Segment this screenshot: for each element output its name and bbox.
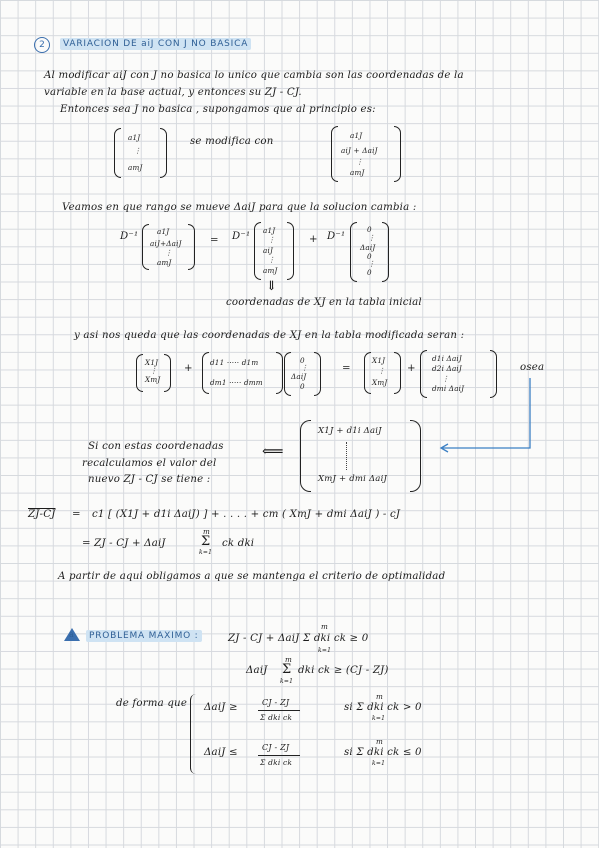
- problema-ineq-1-sumbot: k=1: [318, 647, 332, 654]
- conclusion-line: A partir de aqui obligamos a que se mantenga el criterio de optimalidad: [58, 571, 446, 582]
- vector-2-entry: aiJ + ΔaiJ: [341, 146, 378, 155]
- case-2-cond-sumtop: m: [376, 737, 384, 746]
- recalc-vec-paren: [410, 420, 421, 492]
- formula-sum-top: m: [203, 527, 211, 536]
- veamos-mid-vec-entry: a1J: [263, 226, 276, 235]
- vector-1-entry: a1J: [128, 133, 141, 142]
- asi-delta-vec-entry: 0: [300, 356, 305, 365]
- de-forma-text: de forma que: [116, 698, 188, 709]
- case-2-lhs: ΔaiJ ≤: [204, 747, 238, 758]
- case-2-den: Σ dki ck: [260, 758, 293, 767]
- section-title: VARIACION DE aiJ CON J NO BASICA: [60, 38, 251, 49]
- veamos-plus: +: [309, 234, 318, 245]
- case-1-den: Σ dki ck: [260, 713, 293, 722]
- se-modifica-text: se modifica con: [190, 136, 274, 147]
- intro-line-3: Entonces sea J no basica , supongamos que al principio es:: [60, 104, 376, 115]
- veamos-right-vec-entry: ⋮: [368, 259, 376, 268]
- veamos-mid-vec-entry: ⋮: [268, 255, 276, 264]
- problema-ineq-1: ZJ - CJ + ΔaiJ Σ dki ck ≥ 0: [228, 633, 369, 644]
- veamos-right-vec-entry: 0: [367, 252, 372, 261]
- formula-line-1: c1 [ (X1J + d1i ΔaiJ) ] + . . . . + cm ( XmJ + dmi ΔaiJ ) - cJ: [92, 509, 401, 520]
- case-2-fraction-bar: [258, 755, 300, 756]
- asi-x-vec-entry: X1J: [145, 358, 159, 367]
- case-1-lhs: ΔaiJ ≥: [204, 702, 238, 713]
- asi-plus-1: +: [184, 363, 193, 374]
- problema-ineq-2b: dki ck ≥ (CJ - ZJ): [298, 665, 389, 676]
- problema-ineq-2-sumtop: m: [285, 655, 293, 664]
- vector-2-entry: amJ: [350, 168, 365, 177]
- asi-delta-vec-entry: ΔaiJ: [291, 372, 307, 381]
- veamos-right-vec-entry: ΔaiJ: [360, 243, 376, 252]
- recalc-vec-entry: X1J + d1i ΔaiJ: [318, 426, 382, 436]
- problema-title: PROBLEMA MAXIMO :: [86, 630, 202, 641]
- vector-2-entry: ⋮: [356, 157, 364, 166]
- vector-2-entry: a1J: [350, 131, 363, 140]
- recalc-line-1: Si con estas coordenadas: [88, 441, 224, 452]
- d-inverse-1: D⁻¹: [120, 231, 139, 242]
- problema-ineq-2-sumbot: k=1: [280, 678, 294, 685]
- case-2-num: CJ - ZJ: [262, 743, 290, 752]
- asi-x-vec2-entry: X1J: [372, 356, 386, 365]
- osea-text: osea: [520, 362, 545, 373]
- case-1-cond-sumbot: k=1: [372, 715, 386, 722]
- asi-d-vec-entry: d1i ΔaiJ: [432, 354, 463, 363]
- vector-1-entry: amJ: [128, 163, 143, 172]
- veamos-left-vec-entry: a1J: [157, 227, 170, 236]
- asi-line: y asi nos queda que las coordenadas de XJ en la tabla modificada seran :: [74, 330, 465, 341]
- recalc-vec-paren: [300, 420, 311, 492]
- case-2-cond-sumbot: k=1: [372, 760, 386, 767]
- case-1-cond: si Σ dki ck > 0: [344, 702, 422, 713]
- asi-x-vec2-entry: XmJ: [372, 378, 388, 387]
- formula-lhs: ZJ-CJ: [28, 509, 56, 520]
- asi-delta-vec-entry: ⋮: [301, 363, 309, 372]
- asi-x-vec2-entry: ⋮: [378, 366, 386, 375]
- left-double-arrow: ⟸: [262, 442, 284, 460]
- d-inverse-3: D⁻¹: [327, 231, 346, 242]
- asi-d-vec-entry: dmi ΔaiJ: [432, 384, 465, 393]
- veamos-left-vec-entry: aiJ+ΔaiJ: [150, 239, 182, 248]
- coords-initial-text: coordenadas de XJ en la tabla inicial: [226, 297, 422, 308]
- case-1-fraction-bar: [258, 710, 300, 711]
- veamos-right-vec-entry: ⋮: [368, 233, 376, 242]
- formula-line-2a: = ZJ - CJ + ΔaiJ: [82, 538, 166, 549]
- veamos-right-vec-entry: 0: [367, 268, 372, 277]
- veamos-equals: =: [210, 235, 219, 246]
- vector-1-entry: ⋮: [134, 146, 142, 155]
- case-1-cond-sumtop: m: [376, 692, 384, 701]
- asi-matrix-row: d11 ····· d1m: [210, 358, 259, 367]
- problema-letter: a: [69, 630, 74, 639]
- formula-equals: =: [72, 509, 81, 520]
- asi-x-vec-entry: ⋮: [150, 366, 158, 375]
- asi-equals: =: [342, 363, 351, 374]
- section-number-circle: 2: [34, 37, 50, 53]
- veamos-mid-vec-entry: amJ: [263, 266, 278, 275]
- case-2-cond: si Σ dki ck ≤ 0: [344, 747, 422, 758]
- recalc-line-2: recalculamos el valor del: [82, 458, 217, 469]
- down-arrow: ⇓: [266, 279, 278, 294]
- recalc-vec-dots: [346, 442, 347, 470]
- problema-ineq-2-sum: Σ: [282, 662, 292, 677]
- formula-sum-bot: k=1: [199, 549, 213, 556]
- asi-matrix-row: dm1 ····· dmm: [210, 378, 263, 387]
- veamos-mid-vec-entry: aiJ: [263, 246, 274, 255]
- asi-plus-2: +: [407, 363, 416, 374]
- intro-line-2: variable en la base actual, y entonces su ZJ - CJ.: [44, 87, 302, 98]
- case-1-num: CJ - ZJ: [262, 698, 290, 707]
- intro-line-1: Al modificar aiJ con J no basica lo unico que cambia son las coordenadas de la: [44, 70, 464, 81]
- asi-delta-vec-entry: 0: [300, 382, 305, 391]
- formula-sum-sign: Σ: [201, 534, 211, 549]
- asi-d-vec-entry: ⋮: [442, 374, 450, 383]
- veamos-left-vec-entry: ⋮: [165, 248, 173, 257]
- veamos-line: Veamos en que rango se mueve ΔaiJ para que la solucion cambia :: [62, 202, 417, 213]
- problema-ineq-1-sumtop: m: [321, 622, 329, 631]
- veamos-left-vec-entry: amJ: [157, 258, 172, 267]
- asi-x-vec-entry: XmJ: [145, 375, 161, 384]
- problema-ineq-2a: ΔaiJ: [246, 665, 268, 676]
- veamos-mid-vec-entry: ⋮: [268, 235, 276, 244]
- veamos-right-vec-entry: 0: [367, 225, 372, 234]
- recalc-line-3: nuevo ZJ - CJ se tiene :: [88, 474, 211, 485]
- asi-d-vec-entry: d2i ΔaiJ: [432, 364, 463, 373]
- d-inverse-2: D⁻¹: [232, 231, 251, 242]
- recalc-vec-entry: XmJ + dmi ΔaiJ: [318, 474, 388, 484]
- cases-brace: [190, 694, 199, 774]
- formula-line-2b: ck dki: [222, 538, 255, 549]
